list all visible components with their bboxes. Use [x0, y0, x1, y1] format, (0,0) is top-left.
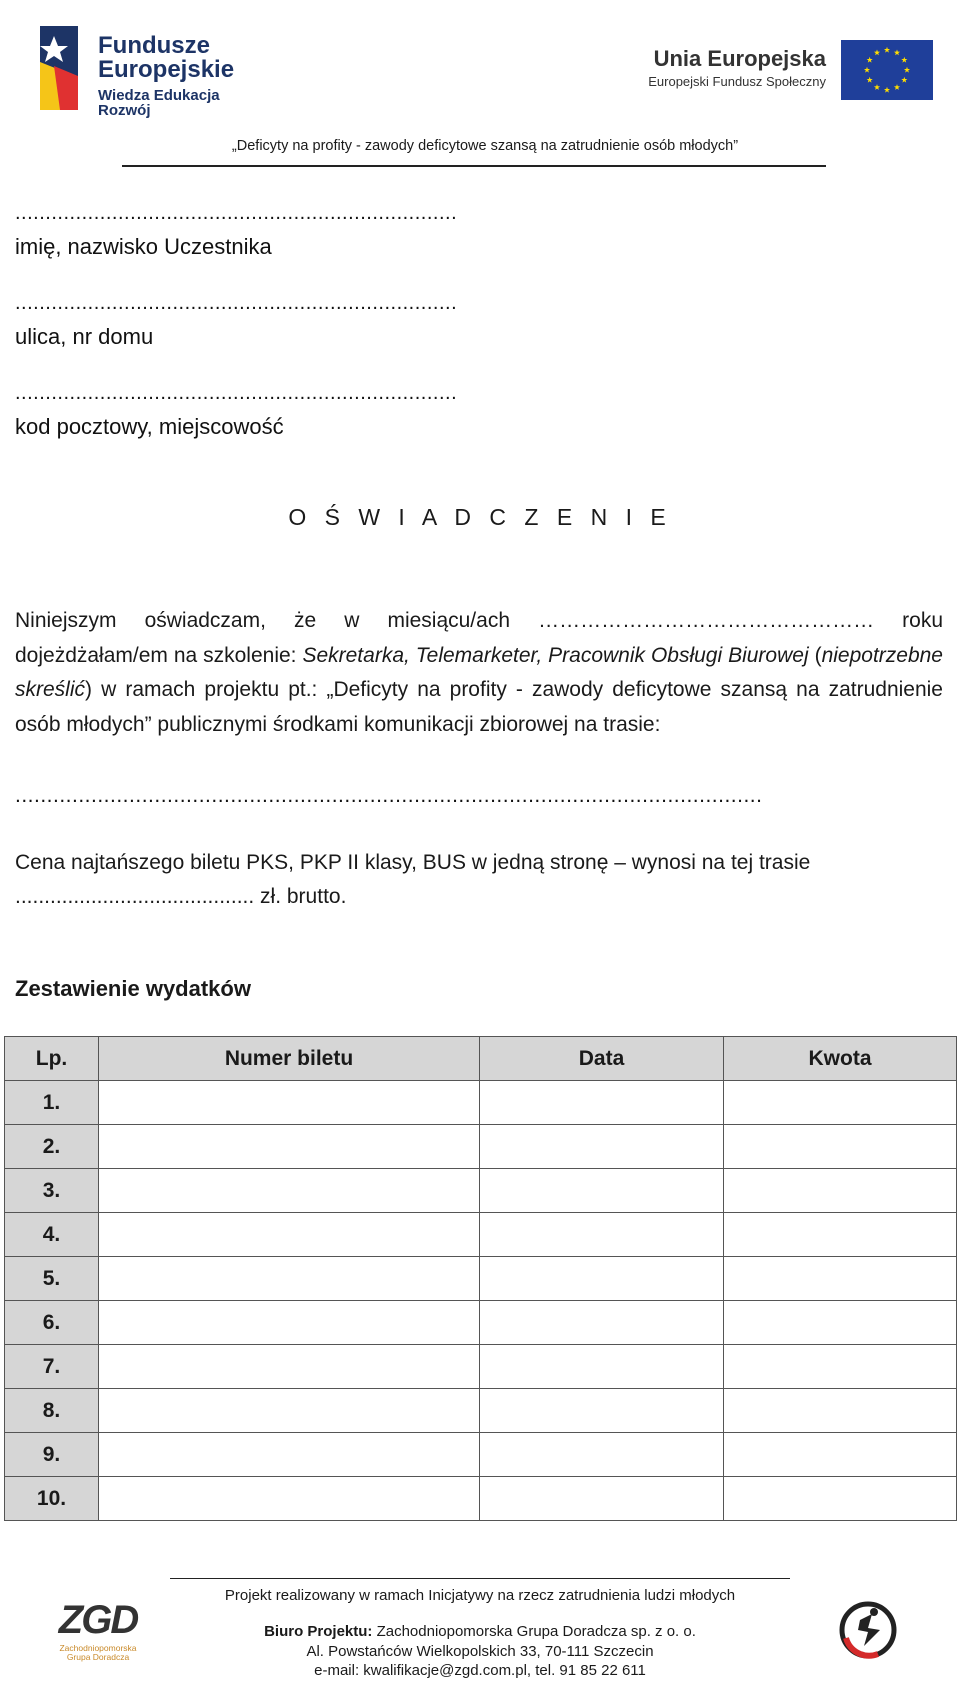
ticket-price-text: Cena najtańszego biletu PKS, PKP II klasy, BUS w jedną stronę – wynosi na tej trasie: [15, 851, 811, 874]
zgd-logo-caption-line2: Grupa Doradcza: [66, 1652, 130, 1662]
row-number: 7.: [5, 1345, 99, 1389]
col-header-date: Data: [480, 1037, 724, 1081]
city-label: kod pocztowy, miejscowość: [15, 414, 284, 439]
col-header-amount: Kwota: [724, 1037, 957, 1081]
ticket-number-cell[interactable]: [99, 1345, 480, 1389]
footer-contact: e-mail: kwalifikacje@zgd.com.pl, tel. 91 85 22 611: [314, 1662, 646, 1679]
amount-cell[interactable]: [724, 1081, 957, 1125]
expenses-title: Zestawienie wydatków: [15, 976, 251, 1001]
ticket-number-cell[interactable]: [99, 1433, 480, 1477]
col-header-lp: Lp.: [5, 1037, 99, 1081]
ticket-number-cell[interactable]: [99, 1081, 480, 1125]
table-row: [5, 1125, 957, 1169]
amount-cell[interactable]: [724, 1257, 957, 1301]
expenses-table: [4, 1036, 957, 1521]
table-row: [5, 1081, 957, 1125]
ticket-number-cell[interactable]: [99, 1477, 480, 1521]
paren-open: (: [814, 643, 822, 667]
footer-office-line: [170, 1622, 790, 1642]
street-label: ulica, nr domu: [15, 324, 154, 349]
unia-europejska-logo: [628, 38, 933, 102]
amount-cell[interactable]: [724, 1301, 957, 1345]
course-names: Sekretarka, Telemarketer, Pracownik Obsługi Biurowej: [302, 643, 809, 667]
date-cell[interactable]: [480, 1477, 724, 1521]
date-cell[interactable]: [480, 1169, 724, 1213]
zgd-logo: [56, 1598, 140, 1660]
city-dotted-line: .........................................................................: [15, 382, 458, 404]
table-row: [5, 1257, 957, 1301]
ue-logo-line2: Europejski Fundusz Społeczny: [648, 74, 826, 89]
date-cell[interactable]: [480, 1389, 724, 1433]
date-cell[interactable]: [480, 1257, 724, 1301]
declaration-text-b: roku dojeżdżałam/em na szkolenie:: [15, 609, 943, 667]
row-number: 5.: [5, 1257, 99, 1301]
office-name: Zachodniopomorska Grupa Doradcza sp. z o. o.: [376, 1623, 696, 1640]
name-dotted-line: .........................................................................: [15, 202, 458, 224]
table-row: [5, 1301, 957, 1345]
row-number: 9.: [5, 1433, 99, 1477]
amount-cell[interactable]: [724, 1125, 957, 1169]
declaration-text-a: Niniejszym oświadczam, że w miesiącu/ach: [15, 609, 511, 632]
row-number: 1.: [5, 1081, 99, 1125]
zgd-logo-caption: [56, 1644, 140, 1662]
date-cell[interactable]: [480, 1345, 724, 1389]
table-row: [5, 1213, 957, 1257]
fe-logo-line3: Wiedza Edukacja Rozwój: [98, 87, 220, 119]
ticket-number-cell[interactable]: [99, 1301, 480, 1345]
declaration-text-d: ) w ramach projektu pt.: „Deficyty na profity - zawody deficytowe szansą na zatrudnienie osób młodych” publicznymi środkami komunikacji zbiorowej na trasie:: [15, 678, 943, 736]
fe-logo-text: [98, 34, 270, 118]
amount-cell[interactable]: [724, 1433, 957, 1477]
zgd-logo-caption-line1: Zachodniopomorska: [59, 1643, 137, 1653]
amount-cell[interactable]: [724, 1345, 957, 1389]
zgd-logo-mark: ZGD: [58, 1598, 138, 1642]
table-header-row: [5, 1037, 957, 1081]
price-line: [15, 880, 943, 915]
fundusze-europejskie-logo: [30, 18, 270, 118]
header-divider: [122, 165, 826, 167]
amount-cell[interactable]: [724, 1169, 957, 1213]
date-cell[interactable]: [480, 1213, 724, 1257]
table-row: [5, 1433, 957, 1477]
date-cell[interactable]: [480, 1433, 724, 1477]
row-number: 3.: [5, 1169, 99, 1213]
col-header-ticket-number: Numer biletu: [99, 1037, 480, 1081]
ticket-price-paragraph: [15, 846, 943, 881]
fe-logo-line1: Fundusze: [98, 32, 210, 59]
date-cell[interactable]: [480, 1125, 724, 1169]
footer-address: Al. Powstańców Wielkopolskich 33, 70-111 Szczecin: [306, 1643, 654, 1660]
ue-logo-line1: Unia Europejska: [653, 46, 826, 71]
cross-out-note: niepotrzebne skreślić: [15, 643, 943, 701]
route-dotted-field: ......................................................................................................................: [15, 784, 763, 807]
amount-cell[interactable]: [724, 1389, 957, 1433]
ticket-number-cell[interactable]: [99, 1125, 480, 1169]
ticket-number-cell[interactable]: [99, 1257, 480, 1301]
footer-initiative-line: Projekt realizowany w ramach Inicjatywy na rzecz zatrudnienia ludzi młodych: [224, 1587, 736, 1604]
ticket-number-cell[interactable]: [99, 1169, 480, 1213]
table-row: [5, 1389, 957, 1433]
document-title: O Ś W I A D C Z E N I E: [288, 504, 672, 530]
row-number: 10.: [5, 1477, 99, 1521]
table-row: [5, 1169, 957, 1213]
row-number: 2.: [5, 1125, 99, 1169]
date-cell[interactable]: [480, 1301, 724, 1345]
row-number: 8.: [5, 1389, 99, 1433]
declaration-paragraph: [15, 604, 943, 742]
fe-logo-line2: Europejskie: [98, 56, 235, 83]
name-label: imię, nazwisko Uczestnika: [15, 234, 272, 259]
table-row: [5, 1345, 957, 1389]
ticket-number-cell[interactable]: [99, 1213, 480, 1257]
ue-logo-text: [628, 46, 826, 89]
office-label: Biuro Projektu:: [264, 1623, 373, 1640]
ticket-number-cell[interactable]: [99, 1389, 480, 1433]
eu-flag-icon: [841, 40, 933, 100]
date-cell[interactable]: [480, 1081, 724, 1125]
row-number: 4.: [5, 1213, 99, 1257]
table-row: [5, 1477, 957, 1521]
project-emblem-icon: [838, 1600, 898, 1660]
street-dotted-line: .........................................................................: [15, 292, 458, 314]
project-title: „Deficyty na profity - zawody deficytowe szansą na zatrudnienie osób młodych”: [231, 138, 739, 154]
month-dotted-field: …………………………………………: [538, 609, 875, 632]
amount-cell[interactable]: [724, 1213, 957, 1257]
row-number: 6.: [5, 1301, 99, 1345]
footer-divider: [170, 1578, 790, 1579]
price-dotted-field: ......................................... zł. brutto.: [15, 885, 347, 908]
amount-cell[interactable]: [724, 1477, 957, 1521]
